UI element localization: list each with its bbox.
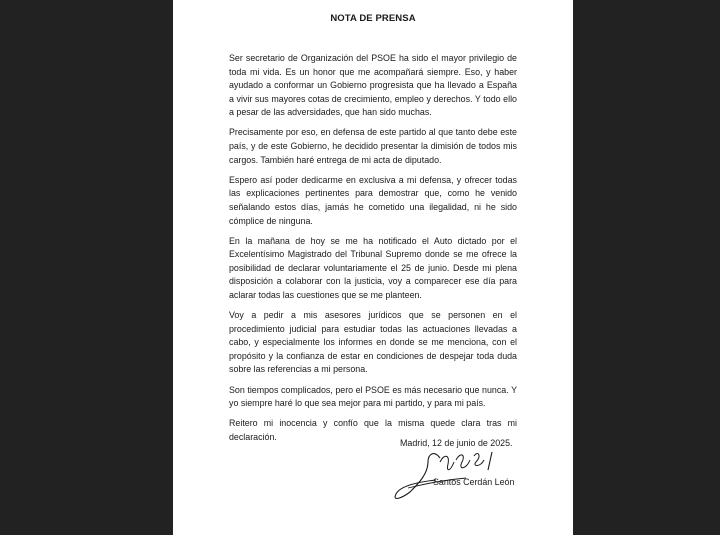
document-body [229, 52, 517, 451]
paragraph-7: Reitero mi inocencia y confío que la misma quede clara tras mi declaración. [229, 418, 517, 442]
date-line: Madrid, 12 de junio de 2025. [400, 438, 513, 448]
document-page [173, 0, 573, 535]
paragraph-1: Ser secretario de Organización del PSOE ha sido el mayor privilegio de toda mi vida. Es un honor que me acompañará siempre. Eso, y haber ayudado a conformar un Gobierno progresista que ha llevado a España a vivir sus mayores cotas de crecimiento, empleo y derechos. Y todo ello a pesar de las adversidades, que han sido muchas. [229, 53, 517, 118]
paragraph-5: Voy a pedir a mis asesores jurídicos que se personen en el procedimiento judicial para estudiar todas las actuaciones llevadas a cabo, y especialmente los informes en donde se me menciona, con el propósito y la confianza de estar en condiciones de despejar toda duda sobre las referencias a mi persona. [229, 310, 517, 375]
paragraph-6: Son tiempos complicados, pero el PSOE es más necesario que nunca. Y yo siempre haré lo que sea mejor para mi partido, y para mi país. [229, 384, 517, 409]
page-title: NOTA DE PRENSA [330, 13, 416, 24]
signer-name: Santos Cerdán León [433, 477, 515, 487]
paragraph-4: En la mañana de hoy se me ha notificado el Auto dictado por el Excelentísimo Magistrado del Tribunal Supremo donde se me ofrece la posibilidad de declarar voluntariamente el 25 de junio. Desde mi plena disposición a colaborar con la justicia, voy a comparecer ese día para aclarar todas las cuestiones que se me planteen. [229, 235, 517, 300]
handwritten-signature [388, 440, 508, 506]
paragraph-3: Espero así poder dedicarme en exclusiva a mi defensa, y ofrecer todas las explicaciones pertinentes para demostrar que, como he venido señalando estos días, jamás he cometido una ilegalidad, ni he sido cómplice de ninguna. [229, 174, 517, 226]
paragraph-2: Precisamente por eso, en defensa de este partido al que tanto debe este país, y de este Gobierno, he decidido presentar la dimisión de todos mis cargos. También haré entrega de mi acta de diputado. [229, 127, 517, 165]
